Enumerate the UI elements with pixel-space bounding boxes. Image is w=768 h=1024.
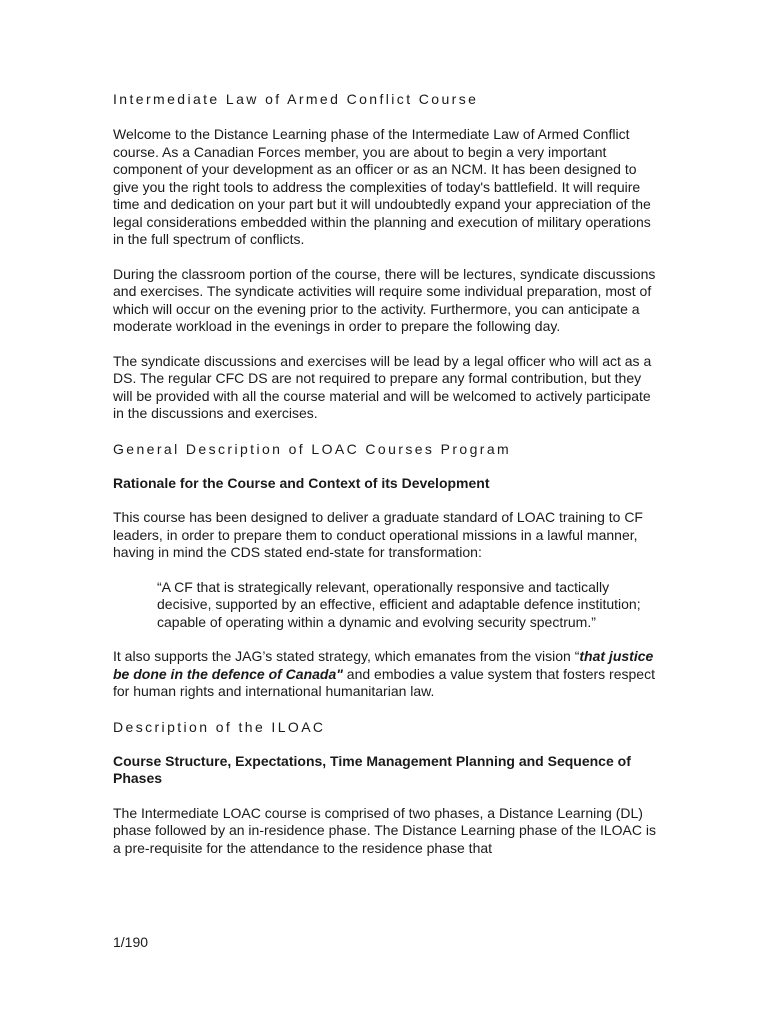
page-number: 1/190 (113, 934, 149, 950)
jag-text-after: and embodies a value system that fosters respect for human rights and international humanitarian law. (113, 665, 655, 699)
classroom-paragraph: During the classroom portion of the course, there will be lectures, syndicate discussions and exercises. The syndicate activities will require some individual preparation, most of which will occur on the evening prior to the activity. Furthermore, you can anticipate a moderate workload in the evenings in order to prepare the following day. (113, 265, 656, 334)
intro-paragraph: Welcome to the Distance Learning phase of the Intermediate Law of Armed Conflict course. As a Canadian Forces member, you are about to begin a very important component of your development as an officer or as an NCM. It has been designed to give you the right tools to address the complexities of today's battlefield. It will require time and dedication on your part but it will undoubtedly expand your appreciation of the legal considerations embedded within the planning and execution of military operations in the full spectrum of conflicts. (113, 126, 651, 247)
cds-quote: “A CF that is strategically relevant, operationally responsive and tactically decisive, supported by an effective, efficient and adaptable defence institution; capable of operating within a dynamic and evolving security spectrum.” (157, 578, 641, 630)
subsection-heading-structure: Course Structure, Expectations, Time Management Planning and Sequence of Phases (113, 752, 631, 786)
document-page (113, 90, 658, 857)
jag-text-before: It also supports the JAG’s stated strategy, which emanates from the vision “ (113, 648, 580, 664)
structure-paragraph: The Intermediate LOAC course is comprised of two phases, a Distance Learning (DL) phase followed by an in-residence phase. The Distance Learning phase of the ILOAC is a pre-requisite for the attendance to the residence phase that (113, 804, 656, 856)
section-heading-general: General Description of LOAC Courses Program (113, 440, 512, 457)
jag-paragraph (113, 648, 658, 701)
jag-vision-quote: that justice be done in the defence of Canada" (113, 648, 654, 682)
document-title: Intermediate Law of Armed Conflict Course (113, 91, 479, 107)
subsection-heading-rationale: Rationale for the Course and Context of its Development (113, 474, 490, 491)
rationale-paragraph: This course has been designed to deliver a graduate standard of LOAC training to CF leaders, in order to prepare them to conduct operational missions in a lawful manner, having in mind the CDS stated end-state for transformation: (113, 509, 643, 560)
syndicate-paragraph: The syndicate discussions and exercises will be lead by a legal officer who will act as a DS. The regular CFC DS are not required to prepare any formal contribution, but they will be provided with all the course material and will be welcomed to actively participate in the discussions and exercises. (113, 352, 652, 421)
section-heading-description: Description of the ILOAC (113, 718, 326, 735)
